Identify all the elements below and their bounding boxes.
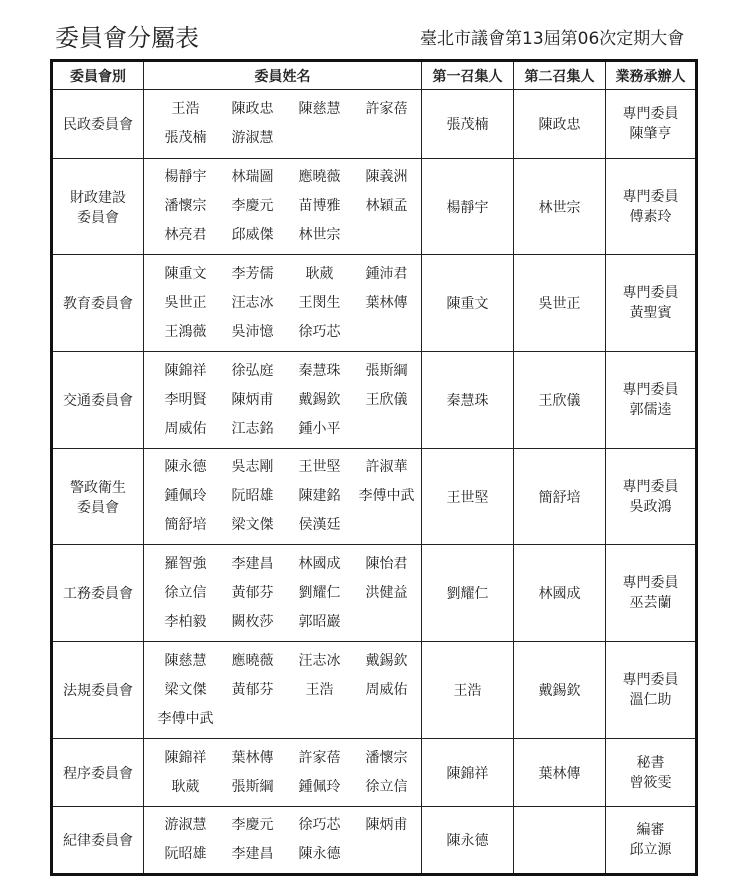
staff-title: 專門委員	[622, 478, 679, 495]
member-name: 葉林傳	[365, 294, 408, 311]
member-name: 戴錫欽	[298, 391, 341, 408]
session-subtitle: 臺北市議會第13屆第06次定期大會	[420, 29, 685, 49]
committee-name-text: 財政建設委員會	[70, 189, 126, 226]
members-cell	[144, 807, 422, 875]
staff-name: 吳政鴻	[629, 498, 672, 515]
member-name: 徐巧芯	[298, 817, 341, 833]
members-cell	[144, 545, 422, 642]
member-name: 游淑慧	[164, 817, 207, 833]
staff-title: 編審	[636, 822, 665, 838]
member-name: 鍾佩玲	[164, 488, 207, 504]
member-name: 李慶元	[231, 817, 274, 833]
table-row	[52, 159, 697, 255]
member-name: 洪健益	[365, 584, 408, 601]
member-name: 陳錦祥	[164, 362, 207, 379]
member-name: 侯漢廷	[298, 517, 341, 533]
convener1: 陳錦祥	[422, 739, 514, 807]
table-row	[52, 90, 697, 159]
table-row	[52, 449, 697, 545]
member-name: 李柏毅	[164, 613, 207, 630]
committee-name-text: 工務委員會	[63, 586, 133, 602]
member-name: 黃郁芬	[231, 584, 274, 601]
member-name: 李芳儒	[231, 265, 274, 282]
member-name: 張斯綱	[365, 362, 408, 379]
committee-name	[52, 255, 144, 352]
member-name: 潘懷宗	[365, 749, 408, 766]
member-name: 李建昌	[231, 555, 274, 572]
member-name: 鍾小平	[298, 420, 341, 437]
member-name: 李傅中武	[157, 710, 214, 727]
member-name: 林瑞圖	[231, 169, 274, 185]
member-name: 張斯綱	[231, 778, 274, 795]
member-name: 王閔生	[298, 294, 341, 311]
staff-cell	[606, 449, 697, 545]
staff-name: 曾筱雯	[629, 774, 672, 791]
header-committee: 委員會別	[52, 61, 144, 90]
committee-name	[52, 90, 144, 159]
staff-cell	[606, 255, 697, 352]
member-name: 應曉薇	[298, 169, 341, 185]
member-name: 邱威傑	[231, 227, 274, 243]
member-name: 王浩	[305, 681, 334, 698]
staff-title: 專門委員	[622, 575, 679, 591]
members-cell	[144, 449, 422, 545]
member-name: 江志銘	[231, 420, 274, 437]
staff-title: 專門委員	[622, 106, 679, 122]
convener1: 秦慧珠	[422, 352, 514, 449]
convener1: 王世堅	[422, 449, 514, 545]
member-name: 闕枚莎	[231, 613, 274, 630]
member-name: 羅智強	[164, 555, 207, 572]
convener1: 楊靜宇	[422, 159, 514, 255]
member-name: 耿葳	[171, 778, 200, 795]
member-name: 阮昭雄	[164, 846, 207, 862]
staff-name: 黃聖賓	[629, 305, 672, 321]
member-name: 陳永德	[298, 846, 341, 862]
convener1: 劉耀仁	[422, 545, 514, 642]
staff-title: 專門委員	[622, 672, 679, 688]
convener1: 陳重文	[422, 255, 514, 352]
member-name: 吳沛憶	[231, 323, 274, 340]
convener2: 葉林傳	[514, 739, 606, 807]
member-name: 許家蓓	[298, 749, 341, 766]
member-name: 黃郁芬	[231, 681, 274, 698]
staff-name: 溫仁助	[629, 692, 672, 708]
convener2: 戴錫欽	[514, 642, 606, 739]
convener2: 王欣儀	[514, 352, 606, 449]
table-row	[52, 642, 697, 739]
member-name: 徐立信	[365, 778, 408, 795]
member-name: 鍾佩玲	[298, 778, 341, 795]
table-row	[52, 255, 697, 352]
member-name: 王世堅	[298, 459, 341, 475]
member-name: 徐弘庭	[231, 362, 274, 379]
member-name: 陳義洲	[365, 169, 408, 185]
member-name: 陳炳甫	[365, 817, 408, 833]
member-name: 陳永德	[164, 459, 207, 475]
staff-cell	[606, 807, 697, 875]
staff-title: 秘書	[636, 754, 665, 771]
convener2: 吳世正	[514, 255, 606, 352]
staff-cell	[606, 90, 697, 159]
committee-name-text: 警政衛生委員會	[70, 479, 126, 516]
members-cell	[144, 739, 422, 807]
convener2: 林世宗	[514, 159, 606, 255]
member-name: 陳政忠	[231, 101, 274, 117]
member-name: 徐巧芯	[298, 323, 341, 340]
staff-cell	[606, 642, 697, 739]
member-name: 張茂楠	[164, 130, 207, 146]
member-name: 周威佑	[164, 420, 207, 437]
member-name: 汪志冰	[231, 294, 274, 311]
member-name: 潘懷宗	[164, 198, 207, 214]
member-name: 郭昭巖	[298, 613, 341, 630]
member-name: 應曉薇	[231, 652, 274, 669]
committee-name-text: 交通委員會	[63, 393, 133, 409]
member-name: 葉林傳	[231, 749, 274, 766]
header-staff: 業務承辦人	[606, 61, 697, 90]
table-row	[52, 352, 697, 449]
member-name: 吳志剛	[231, 459, 274, 475]
member-name: 林世宗	[298, 227, 341, 243]
header-members: 委員姓名	[144, 61, 422, 90]
member-name: 楊靜宇	[164, 169, 207, 185]
committee-name	[52, 739, 144, 807]
committee-name	[52, 159, 144, 255]
committee-name-text: 法規委員會	[63, 683, 133, 699]
staff-title: 專門委員	[622, 285, 679, 301]
member-name: 游淑慧	[231, 130, 274, 146]
committee-name	[52, 807, 144, 875]
member-name: 阮昭雄	[231, 488, 274, 504]
member-name: 許淑華	[365, 459, 408, 475]
committee-name-text: 紀律委員會	[63, 833, 133, 849]
member-name: 梁文傑	[231, 517, 274, 533]
member-name: 王浩	[171, 101, 200, 117]
member-name: 李明賢	[164, 391, 207, 408]
members-cell	[144, 159, 422, 255]
committee-name-text: 程序委員會	[63, 765, 133, 782]
member-name: 陳錦祥	[164, 749, 207, 766]
member-name: 林穎孟	[365, 198, 408, 214]
committee-name-text: 教育委員會	[63, 296, 133, 312]
committee-name	[52, 642, 144, 739]
member-name: 林亮君	[164, 227, 207, 243]
members-cell	[144, 352, 422, 449]
page-title: 委員會分屬表	[55, 24, 199, 52]
convener2: 陳政忠	[514, 90, 606, 159]
member-name: 梁文傑	[164, 681, 207, 698]
member-name: 秦慧珠	[298, 362, 341, 379]
member-name: 許家蓓	[365, 101, 408, 117]
member-name: 陳建銘	[298, 488, 341, 504]
member-name: 戴錫欽	[365, 652, 408, 669]
member-name: 鍾沛君	[365, 265, 408, 282]
header-convener2: 第二召集人	[514, 61, 606, 90]
member-name: 汪志冰	[298, 652, 341, 669]
staff-cell	[606, 159, 697, 255]
header-convener1: 第一召集人	[422, 61, 514, 90]
convener1: 陳永德	[422, 807, 514, 875]
table-row	[52, 545, 697, 642]
member-name: 耿葳	[305, 265, 334, 282]
member-name: 王鴻薇	[164, 323, 207, 340]
staff-cell	[606, 352, 697, 449]
member-name: 劉耀仁	[298, 584, 341, 601]
staff-cell	[606, 545, 697, 642]
convener2: 簡舒培	[514, 449, 606, 545]
staff-name: 傅素玲	[629, 208, 672, 225]
staff-name: 巫芸蘭	[629, 595, 672, 611]
member-name: 李建昌	[231, 846, 274, 862]
staff-title: 專門委員	[622, 188, 679, 205]
members-cell	[144, 255, 422, 352]
convener1: 張茂楠	[422, 90, 514, 159]
member-name: 陳怡君	[365, 555, 408, 572]
committee-name-text: 民政委員會	[63, 117, 133, 133]
member-name: 陳慈慧	[164, 652, 207, 669]
member-name: 苗博雅	[298, 198, 341, 214]
member-name: 陳炳甫	[231, 391, 274, 408]
members-cell	[144, 642, 422, 739]
header-row	[52, 61, 697, 90]
member-name: 李傅中武	[358, 488, 415, 504]
table-row	[52, 739, 697, 807]
convener1: 王浩	[422, 642, 514, 739]
member-name: 徐立信	[164, 584, 207, 601]
member-name: 王欣儀	[365, 391, 408, 408]
staff-name: 邱立源	[629, 842, 672, 858]
member-name: 陳重文	[164, 265, 207, 282]
staff-name: 陳肇亨	[629, 126, 672, 142]
committee-name	[52, 545, 144, 642]
member-name: 陳慈慧	[298, 101, 341, 117]
committee-table	[50, 59, 698, 876]
committee-name	[52, 352, 144, 449]
staff-name: 郭儒逵	[629, 402, 672, 418]
member-name: 周威佑	[365, 681, 408, 698]
members-cell	[144, 90, 422, 159]
table-row	[52, 807, 697, 875]
staff-title: 專門委員	[622, 382, 679, 398]
staff-cell	[606, 739, 697, 807]
member-name: 簡舒培	[164, 517, 207, 533]
member-name: 吳世正	[164, 294, 207, 311]
convener2: 林國成	[514, 545, 606, 642]
member-name: 林國成	[298, 555, 341, 572]
convener2	[514, 807, 606, 875]
member-name: 李慶元	[231, 198, 274, 214]
committee-name	[52, 449, 144, 545]
